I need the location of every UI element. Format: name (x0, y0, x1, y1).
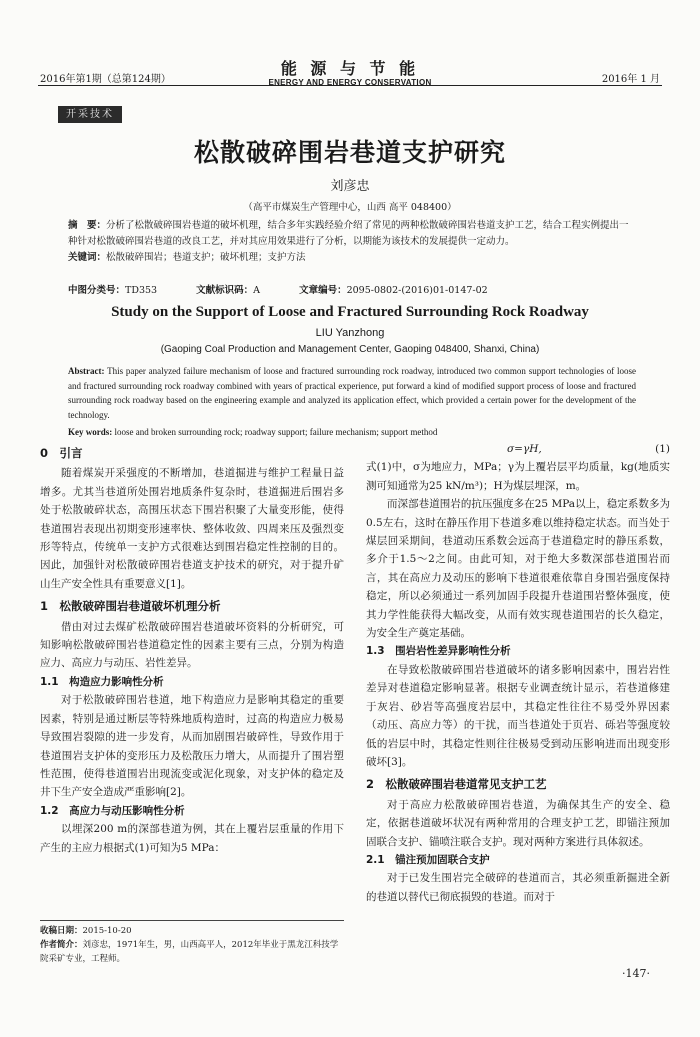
paragraph-2-1: 对于已发生围岩完全破碎的巷道而言，其必须重新掘进全新的巷道以替代已彻底损毁的巷道。而对于 (366, 872, 670, 903)
body-column-right (366, 440, 670, 906)
keywords-cn-label: 关键词： (68, 252, 107, 263)
footnote-received: 收稿日期：2015-10-20 (40, 926, 132, 936)
abstract-en (68, 364, 636, 422)
article-title-cn: 松散破碎围岩巷道支护研究 (193, 138, 506, 167)
equation-body: σ=γH, (507, 443, 542, 455)
paragraph-equation-note: 式(1)中，σ为地应力，MPa；γ为上覆岩层平均质量，kg(地质实测可知通常为25 kN/m³)；H为煤层埋深，m。 (366, 461, 670, 492)
article-title-en: Study on the Support of Loose and Fractured Surrounding Rock Roadway (111, 304, 589, 320)
abstract-cn (68, 218, 636, 266)
keywords-en-text: loose and broken surrounding rock; roadway support; failure mechanism; support method (114, 427, 438, 437)
classification-line (68, 282, 524, 296)
abstract-cn-label: 摘 要： (68, 220, 107, 231)
paragraph-1-1: 对于松散破碎围岩巷道，地下构造应力是影响其稳定的重要因素，特别是通过断层等特殊地质构造时，过高的构造应力极易导致围岩裂隙的进一步发育，从而加剧围岩破碎性，导致作用于巷道围岩支护体的变形压力及松散压力增大，从而提升了围岩塑性范围，使得巷道围岩出现流变或泥化现象，对支护体的稳定及井下生产安全造成严重影响[2]。 (40, 694, 344, 799)
paragraph-1: 借由对过去煤矿松散破碎围岩巷道破坏资料的分析研究，可知影响松散破碎围岩巷道稳定性的因素主要有三点，分别为构造应力、高应力与动压、岩性差异。 (40, 620, 344, 670)
header-issue: 2016年第1期（总第124期） (40, 74, 171, 85)
journal-title-cn: 能 源 与 节 能 (280, 59, 420, 78)
heading-2: 2 松散破碎围岩巷道常见支护工艺 (366, 777, 547, 792)
paragraph-1-2: 以埋深200 m的深部巷道为例，其在上覆岩层重量的作用下产生的主应力根据式(1)可知为5 MPa： (40, 823, 344, 854)
heading-1: 1 松散破碎围岩巷道破坏机理分析 (40, 599, 221, 614)
equation-number: (1) (655, 443, 670, 455)
journal-masthead (0, 60, 700, 87)
equation-1 (366, 440, 670, 458)
author-en: LIU Yanzhong (315, 327, 385, 339)
affiliation-cn: （高平市煤炭生产管理中心，山西 高平 048400） (243, 202, 457, 213)
heading-2-1: 2.1 锚注预加固联合支护 (366, 853, 490, 866)
article-no-field: 文章编号：2095-0802-(2016)01-0147-02 (299, 285, 488, 296)
clc-field: 中图分类号：TD353 (68, 285, 158, 296)
section-tag: 开采技术 (58, 106, 122, 123)
paragraph-2: 对于高应力松散破碎围岩巷道，为确保其生产的安全、稳定，依据巷道破坏状况有两种常用的合理支护工艺，即锚注预加固联合支护、锚喷注联合支护。现对两种方案进行具体叙述。 (366, 798, 670, 848)
header-divider (38, 85, 662, 86)
page-number: ·147· (622, 967, 650, 980)
paragraph-1-3: 在导致松散破碎围岩巷道破坏的诸多影响因素中，围岩岩性差异对巷道稳定影响显著。根据专业调查统计显示，若巷道修建于灰岩、砂岩等高强度岩层中，其稳定性往往不易受外界因素（动压、高应力等）的干扰，而当巷道处于页岩、砾岩等强度较低的岩层中时，其稳定性则往往极易受到动压影响进而出现变形破坏[3]。 (366, 663, 670, 768)
abstract-cn-text: 分析了松散破碎围岩巷道的破坏机理，结合多年实践经验介绍了常见的两种松散破碎围岩巷道支护工艺，结合工程实例提出一种针对松散破碎围岩巷道的改良工艺，并对其应用效果进行了分析，以期能为该技术的发展提供一定动力。 (68, 220, 629, 247)
author-cn: 刘彦忠 (330, 179, 370, 194)
footnote-divider (40, 920, 344, 921)
keywords-en (68, 427, 636, 437)
footnote-author: 作者简介：刘彦忠，1971年生，男，山西高平人，2012年毕业于黑龙江科技学院采矿专业，工程师。 (40, 940, 339, 964)
abstract-en-label: Abstract: (68, 366, 105, 376)
affiliation-en: (Gaoping Coal Production and Management Center, Gaoping 048400, Shanxi, China) (160, 344, 540, 355)
header-date: 2016年 1 月 (601, 74, 660, 85)
paragraph-intro: 随着煤炭开采强度的不断增加，巷道掘进与维护工程量日益增多。尤其当巷道所处围岩地质条件复杂时，巷道掘进后围岩多处于松散破碎状态，高围压状态下围岩积聚了大量变形能，使得巷道围岩表现出初期变形速率快、整体收敛、四周来压及强烈变形等特点，传统单一支护方式很难达到围岩稳定性控制的目的。因此，加强针对松散破碎围岩巷道支护技术的研究，对于提升矿山生产安全性具有重要意义[1]。 (40, 467, 344, 590)
doc-code-field: 文献标识码：A (196, 285, 261, 296)
heading-1-2: 1.2 高应力与动压影响性分析 (40, 804, 185, 817)
abstract-en-text: This paper analyzed failure mechanism of loose and fractured surrounding rock roadway, introduced two common support technologies of loose and fractured surrounding rock roadway combined with years of practical experience, put forward a kind of modified support process of loose and fractured surrounding rock roadway based on the engineering example and analyzed its application effect, which provided a certain power for the development of the technology. (68, 366, 636, 420)
journal-title-en: ENERGY AND ENERGY CONSERVATION (268, 78, 432, 87)
keywords-cn-text: 松散破碎围岩；巷道支护；破坏机理；支护方法 (106, 252, 306, 263)
heading-0: 0 引言 (40, 446, 83, 460)
heading-1-1: 1.1 构造应力影响性分析 (40, 675, 164, 688)
body-column-left (40, 440, 344, 857)
keywords-en-label: Key words: (68, 427, 113, 437)
heading-1-3: 1.3 围岩岩性差异影响性分析 (366, 645, 511, 658)
paragraph-1-2-cont: 而深部巷道围岩的抗压强度多在25 MPa以上，稳定系数多为0.5左右，这时在静压作用下巷道多难以维持稳定状态。而当处于煤层回采期间，巷道动压系数会远高于巷道稳定时的静压系数，多介于1.5～2之间。由此可知，对于绝大多数深部巷道围岩而言，其在高应力及动压的影响下巷道很难依靠自身围岩强度保持稳定，所以必须通过一系列加固手段提升巷道围岩整体强度，使其力学性能获得大幅改变，从而有效实现巷道围岩的长久稳定，为安全生产奠定基础。 (366, 498, 670, 640)
